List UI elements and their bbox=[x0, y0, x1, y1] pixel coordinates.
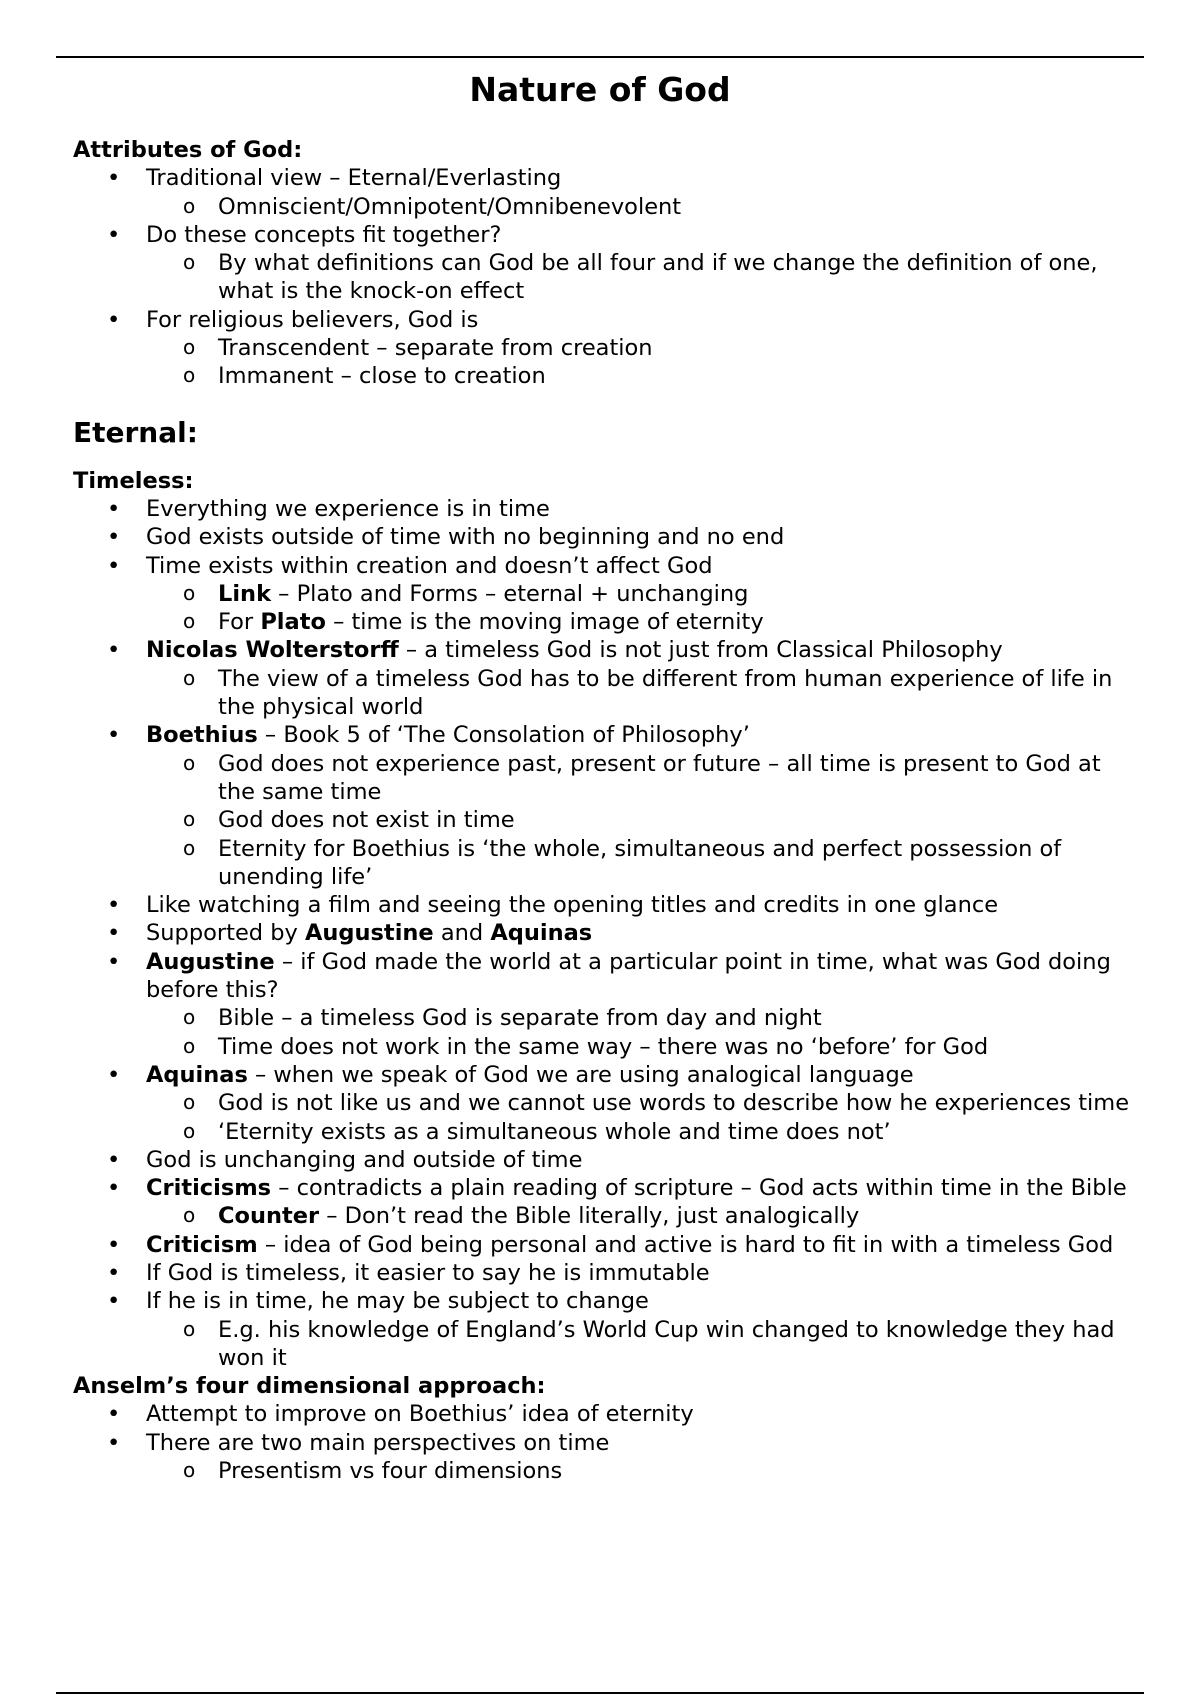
list-item bbox=[73, 1061, 1133, 1089]
list-item: o The view of a timeless God has to be different from human experience of life in the physical world bbox=[73, 665, 1133, 722]
bold-term: Criticism bbox=[146, 1231, 258, 1258]
item-text: – if God made the world at a particular point in time, what was God doing before this? bbox=[146, 948, 1111, 1004]
list-item: o Eternity for Boethius is ‘the whole, simultaneous and perfect possession of unending life’ bbox=[73, 835, 1133, 892]
list-item: • If God is timeless, it easier to say he is immutable bbox=[73, 1259, 1133, 1287]
list-item: o Bible – a timeless God is separate from day and night bbox=[73, 1004, 1133, 1032]
list-item bbox=[73, 919, 1133, 947]
list-item: • Everything we experience is in time bbox=[73, 495, 1133, 523]
list-item: o Transcendent – separate from creation bbox=[73, 334, 1133, 362]
list-item bbox=[73, 1174, 1133, 1202]
page-title: Nature of God bbox=[469, 70, 731, 109]
eternal-heading: Eternal: bbox=[73, 415, 198, 449]
bold-term: Plato bbox=[260, 609, 326, 636]
list-item: o God is not like us and we cannot use words to describe how he experiences time bbox=[73, 1089, 1133, 1117]
bold-term: Aquinas bbox=[146, 1061, 248, 1088]
list-item: o E.g. his knowledge of England’s World Cup win changed to knowledge they had won it bbox=[73, 1316, 1133, 1373]
item-text: and bbox=[433, 920, 491, 947]
bold-term: Criticisms bbox=[146, 1175, 272, 1202]
item-text: – Plato and Forms – eternal + unchanging bbox=[271, 580, 749, 607]
list-item: • If he is in time, he may be subject to change bbox=[73, 1287, 1133, 1315]
list-item: • There are two main perspectives on time bbox=[73, 1429, 1133, 1457]
bold-term: Augustine bbox=[304, 920, 434, 947]
list-item: • God is unchanging and outside of time bbox=[73, 1146, 1133, 1174]
list-item bbox=[73, 1202, 1133, 1230]
list-item: o By what definitions can God be all four and if we change the definition of one, what is the knock-on effect bbox=[73, 249, 1133, 306]
bold-term: Link bbox=[218, 580, 272, 607]
document-body bbox=[73, 136, 1133, 1485]
attributes-heading: Attributes of God: bbox=[73, 137, 303, 163]
bold-term: Counter bbox=[218, 1203, 320, 1230]
bold-term: Aquinas bbox=[490, 920, 593, 947]
list-item bbox=[73, 1231, 1133, 1259]
list-item: o God does not experience past, present or future – all time is present to God at the same time bbox=[73, 750, 1133, 807]
timeless-heading: Timeless: bbox=[73, 467, 194, 494]
bold-term: Boethius bbox=[146, 722, 258, 749]
list-item: o ‘Eternity exists as a simultaneous whole and time does not’ bbox=[73, 1118, 1133, 1146]
item-text: – time is the moving image of eternity bbox=[325, 609, 764, 636]
list-item: • For religious believers, God is bbox=[73, 306, 1133, 334]
top-rule bbox=[56, 56, 1144, 58]
list-item: • Time exists within creation and doesn’t affect God bbox=[73, 552, 1133, 580]
list-item bbox=[73, 636, 1133, 664]
list-item bbox=[73, 608, 1133, 636]
list-item: • Like watching a film and seeing the opening titles and credits in one glance bbox=[73, 891, 1133, 919]
bottom-rule bbox=[56, 1692, 1144, 1694]
item-text: – a timeless God is not just from Classical Philosophy bbox=[398, 637, 1003, 664]
item-text: Supported by bbox=[146, 920, 305, 947]
list-item: • Attempt to improve on Boethius’ idea of eternity bbox=[73, 1400, 1133, 1428]
item-text: – when we speak of God we are using analogical language bbox=[247, 1061, 914, 1088]
item-text: – idea of God being personal and active is hard to fit in with a timeless God bbox=[257, 1231, 1114, 1258]
list-item: o Omniscient/Omnipotent/Omnibenevolent bbox=[73, 193, 1133, 221]
bold-term: Augustine bbox=[146, 948, 275, 975]
anselm-heading: Anselm’s four dimensional approach: bbox=[73, 1373, 546, 1400]
item-text: – Book 5 of ‘The Consolation of Philosophy’ bbox=[257, 722, 750, 749]
list-item bbox=[73, 948, 1133, 1005]
list-item: o Immanent – close to creation bbox=[73, 362, 1133, 390]
item-text: – Don’t read the Bible literally, just analogically bbox=[319, 1203, 860, 1230]
list-item: • God exists outside of time with no beginning and no end bbox=[73, 523, 1133, 551]
list-item bbox=[73, 721, 1133, 749]
list-item: o Presentism vs four dimensions bbox=[73, 1457, 1133, 1485]
item-text: For bbox=[218, 609, 261, 636]
item-text: – contradicts a plain reading of scripture – God acts within time in the Bible bbox=[271, 1175, 1127, 1202]
list-item: • Do these concepts fit together? bbox=[73, 221, 1133, 249]
list-item bbox=[73, 580, 1133, 608]
list-item: o Time does not work in the same way – there was no ‘before’ for God bbox=[73, 1033, 1133, 1061]
bold-term: Nicolas Wolterstorff bbox=[146, 637, 399, 664]
list-item: o God does not exist in time bbox=[73, 806, 1133, 834]
list-item: • Traditional view – Eternal/Everlasting bbox=[73, 164, 1133, 192]
